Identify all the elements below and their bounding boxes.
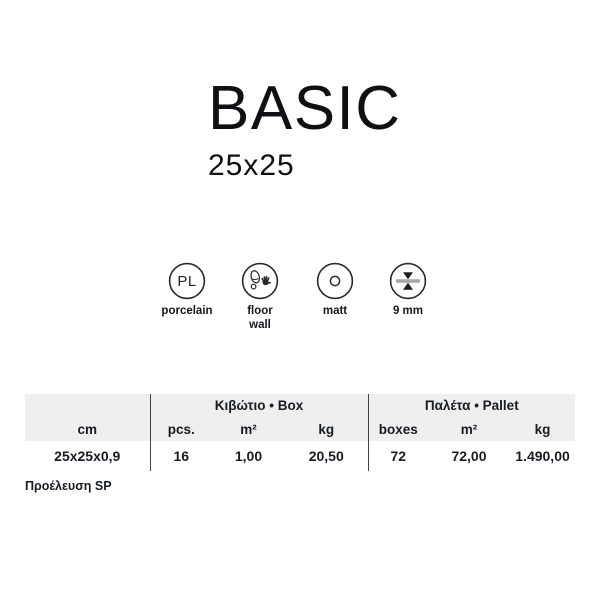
cell-size: 25x25x0,9: [54, 448, 121, 464]
col-header-pallet-m2: m²: [428, 417, 510, 441]
feature-thickness: [368, 262, 448, 318]
cell-box-m2: 1,00: [234, 448, 263, 464]
origin-footnote: Προέλευση SP: [25, 479, 112, 493]
table-group-header-row: [25, 394, 575, 417]
feature-floor-wall: [220, 262, 300, 333]
feature-porcelain: [147, 262, 227, 318]
product-title: BASIC: [208, 74, 402, 143]
cell-box-pcs: 16: [150, 441, 212, 471]
table-column-header-row: [25, 417, 575, 441]
feature-label-floor: floor: [247, 305, 273, 317]
spec-table: [25, 394, 575, 471]
product-size: 25x25: [208, 149, 295, 182]
porcelain-icon-glyph: PL: [177, 272, 197, 290]
cell-pallet-m2: 72,00: [451, 448, 487, 464]
matt-icon: [316, 262, 354, 300]
feature-label-porcelain: porcelain: [161, 305, 213, 317]
cell-box-kg: 20,50: [308, 448, 344, 464]
col-header-cm: cm: [25, 417, 150, 441]
group-header-pallet: Παλέτα • Pallet: [368, 394, 575, 417]
feature-matt: [295, 262, 375, 318]
cell-pallet-kg: 1.490,00: [515, 448, 570, 464]
feature-label-wall: wall: [249, 319, 271, 332]
group-header-empty: [25, 394, 150, 417]
col-header-box-kg: kg: [285, 417, 368, 441]
col-header-box-pcs: pcs.: [150, 417, 212, 441]
floor-wall-icon: [241, 262, 279, 300]
col-header-box-m2: m²: [212, 417, 285, 441]
feature-label-matt: matt: [322, 305, 348, 317]
col-header-pallet-kg: kg: [510, 417, 575, 441]
group-header-box: Κιβώτιο • Box: [150, 394, 368, 417]
col-header-pallet-boxes: boxes: [368, 417, 428, 441]
feature-label-thickness: 9 mm: [392, 305, 424, 317]
cell-pallet-boxes: 72: [368, 441, 428, 471]
table-row: [25, 441, 575, 471]
porcelain-icon: [168, 262, 206, 300]
product-title-block: [208, 74, 402, 183]
feature-label-floor-wall: [220, 304, 300, 333]
thickness-icon: [389, 262, 427, 300]
